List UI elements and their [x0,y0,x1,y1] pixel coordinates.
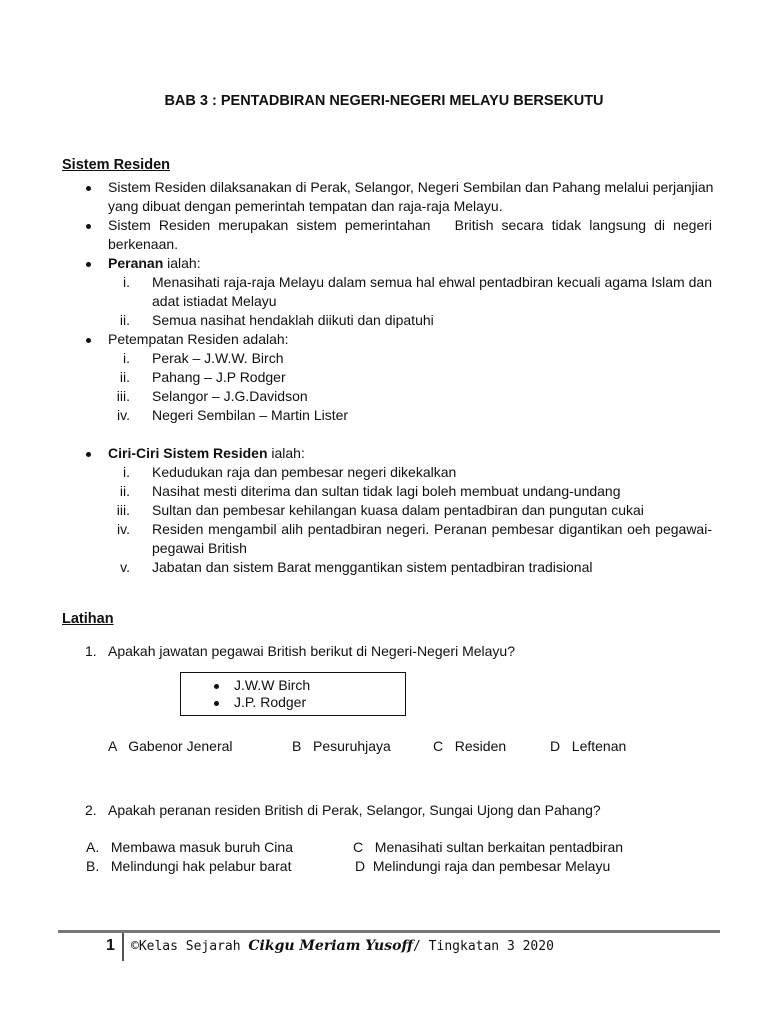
footer-vertical-divider [122,933,124,961]
footer-credit [131,938,554,954]
answer-option[interactable]: B Pesuruhjaya [292,738,391,754]
list-item: Semua nasihat hendaklah diikuti dan dipatuhi [152,312,434,328]
peranan-label [108,254,201,273]
bullet-text: Sistem Residen merupakan sistem pemerintahan British secara tidak langsung di negeri [108,217,712,233]
answer-option[interactable]: C Menasihati sultan berkaitan pentadbiran [353,839,624,855]
list-number: v. [120,559,130,575]
list-number: iii. [116,388,130,404]
answer-option[interactable]: A Gabenor Jeneral [108,738,233,754]
list-item: Negeri Sembilan – Martin Lister [152,407,349,423]
bullet-icon [86,333,94,341]
peranan-bold: Peranan [108,255,164,271]
page-title: BAB 3 : PENTADBIRAN NEGERI-NEGERI MELAYU BERSEKUTU [164,93,604,109]
list-number: i. [123,350,130,366]
list-number: ii. [119,369,130,385]
answer-option[interactable]: A. Membawa masuk buruh Cina [86,839,293,855]
list-number: iv. [117,407,130,423]
list-number: iii. [116,502,130,518]
box-item: J.W.W Birch [234,677,311,693]
list-item: pegawai British [152,540,247,556]
list-item: Sultan dan pembesar kehilangan kuasa dalam pentadbiran dan pungutan cukai [152,502,644,518]
list-item: Selangor – J.G.Davidson [152,388,308,404]
list-item: Jabatan dan sistem Barat menggantikan sistem pentadbiran tradisional [152,559,593,575]
answer-option[interactable]: B. Melindungi hak pelabur barat [86,858,292,874]
section-heading-latihan: Latihan [62,611,114,627]
list-item: adat istiadat Melayu [152,293,277,309]
list-item: Menasihati raja-raja Melayu dalam semua hal ehwal pentadbiran kecuali agama Islam dan [152,274,712,290]
question-text: Apakah peranan residen British di Perak, Selangor, Sungai Ujong dan Pahang? [108,802,601,818]
list-item: Nasihat mesti diterima dan sultan tidak lagi boleh membuat undang-undang [152,483,621,499]
list-item: Pahang – J.P Rodger [152,369,286,385]
petempatan-label: Petempatan Residen adalah: [108,331,289,347]
footer-author: Cikgu Meriam Yusoff [248,938,414,954]
answer-option[interactable]: C Residen [433,738,507,754]
question-number: 1. [85,643,97,659]
peranan-rest: ialah: [163,255,201,271]
bullet-text: Sistem Residen dilaksanakan di Perak, Selangor, Negeri Sembilan dan Pahang melalui perjanjian [108,179,714,195]
bullet-text: yang dibuat dengan pemerintah tempatan dan raja-raja Melayu. [108,198,503,214]
question-number: 2. [85,802,97,818]
list-item: Kedudukan raja dan pembesar negeri dikekalkan [152,464,457,480]
bullet-icon [214,696,222,704]
list-number: i. [123,464,130,480]
question-text: Apakah jawatan pegawai British berikut di Negeri-Negeri Melayu? [108,643,515,659]
ciri-bold: Ciri-Ciri Sistem Residen [108,445,268,461]
list-number: ii. [119,312,130,328]
page-number: 1 [106,937,115,954]
section-heading-sistem-residen: Sistem Residen [62,157,170,173]
list-item: Residen mengambil alih pentadbiran negeri. Peranan pembesar digantikan oeh pegawai- [152,521,712,537]
box-item: J.P. Rodger [234,694,307,710]
footer-suffix: / Tingkatan 3 2020 [413,939,554,954]
ciri-rest: ialah: [267,445,305,461]
footer-divider [58,930,720,933]
list-item: Perak – J.W.W. Birch [152,350,284,366]
answer-option[interactable]: D Melindungi raja dan pembesar Melayu [355,858,611,874]
bullet-icon [86,181,94,189]
bullet-icon [86,447,94,455]
bullet-text: berkenaan. [108,236,179,252]
bullet-icon [214,679,222,687]
answer-option[interactable]: D Leftenan [550,738,627,754]
ciri-label [108,444,305,463]
bullet-icon [86,219,94,227]
list-number: i. [123,274,130,290]
bullet-icon [86,257,94,265]
list-number: iv. [117,521,130,537]
list-number: ii. [119,483,130,499]
footer-prefix: ©Kelas Sejarah [131,939,249,954]
